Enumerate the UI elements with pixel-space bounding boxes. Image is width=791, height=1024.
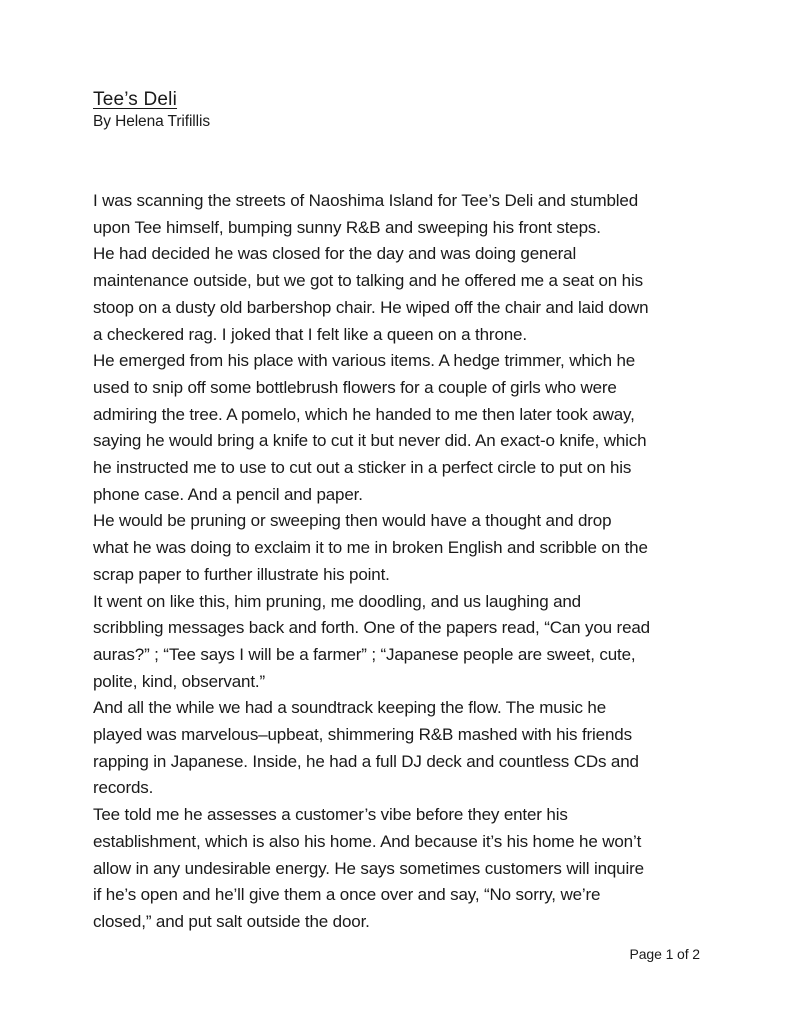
text-line: upon Tee himself, bumping sunny R&B and sweeping his front steps. — [93, 217, 601, 237]
text-line: used to snip off some bottlebrush flowers for a couple of girls who were — [93, 377, 617, 397]
paragraph — [93, 695, 713, 802]
paragraph — [93, 241, 713, 348]
text-line: admiring the tree. A pomelo, which he handed to me then later took away, — [93, 404, 635, 424]
paragraph — [93, 589, 713, 696]
text-line: maintenance outside, but we got to talking and he offered me a seat on his — [93, 271, 643, 291]
text-line: He emerged from his place with various items. A hedge trimmer, which he — [93, 351, 636, 371]
text-line: And all the while we had a soundtrack keeping the flow. The music he — [93, 698, 607, 718]
text-line: Tee told me he assesses a customer’s vibe before they enter his — [93, 805, 568, 825]
text-line: He would be pruning or sweeping then would have a thought and drop — [93, 511, 612, 531]
document-body — [93, 188, 713, 936]
text-line: I was scanning the streets of Naoshima Island for Tee’s Deli and stumbled — [93, 191, 638, 210]
text-line: a checkered rag. I joked that I felt like a queen on a throne. — [93, 324, 527, 344]
text-line: allow in any undesirable energy. He says sometimes customers will inquire — [93, 858, 644, 878]
text-line: closed,” and put salt outside the door. — [93, 911, 370, 931]
paragraph — [93, 348, 713, 508]
text-line: establishment, which is also his home. And because it’s his home he won’t — [93, 831, 642, 851]
paragraph — [93, 508, 713, 588]
text-line: He had decided he was closed for the day and was doing general — [93, 244, 577, 264]
document-byline: By Helena Trifillis — [93, 113, 210, 130]
text-line: what he was doing to exclaim it to me in broken English and scribble on the — [93, 538, 648, 558]
text-line: stoop on a dusty old barbershop chair. He wiped off the chair and laid down — [93, 297, 649, 317]
text-line: It went on like this, him pruning, me doodling, and us laughing and — [93, 591, 581, 611]
text-line: saying he would bring a knife to cut it but never did. An exact-o knife, which — [93, 431, 647, 451]
text-line: played was marvelous–upbeat, shimmering R&B mashed with his friends — [93, 725, 632, 745]
text-line: scribbling messages back and forth. One of the papers read, “Can you read — [93, 618, 650, 638]
document-page — [93, 88, 713, 936]
text-line: he instructed me to use to cut out a sticker in a perfect circle to put on his — [93, 458, 632, 478]
text-line: rapping in Japanese. Inside, he had a full DJ deck and countless CDs and — [93, 751, 639, 771]
text-line: records. — [93, 778, 154, 798]
text-line: polite, kind, observant.” — [93, 671, 266, 691]
text-line: phone case. And a pencil and paper. — [93, 484, 363, 504]
paragraph — [93, 188, 713, 241]
text-line: auras?” ; “Tee says I will be a farmer” ; “Japanese people are sweet, cute, — [93, 644, 636, 664]
paragraph — [93, 802, 713, 936]
text-line: scrap paper to further illustrate his point. — [93, 564, 390, 584]
document-title: Tee’s Deli — [93, 89, 178, 110]
page-number-indicator: Page 1 of 2 — [629, 946, 700, 962]
text-line: if he’s open and he’ll give them a once over and say, “No sorry, we’re — [93, 885, 601, 905]
